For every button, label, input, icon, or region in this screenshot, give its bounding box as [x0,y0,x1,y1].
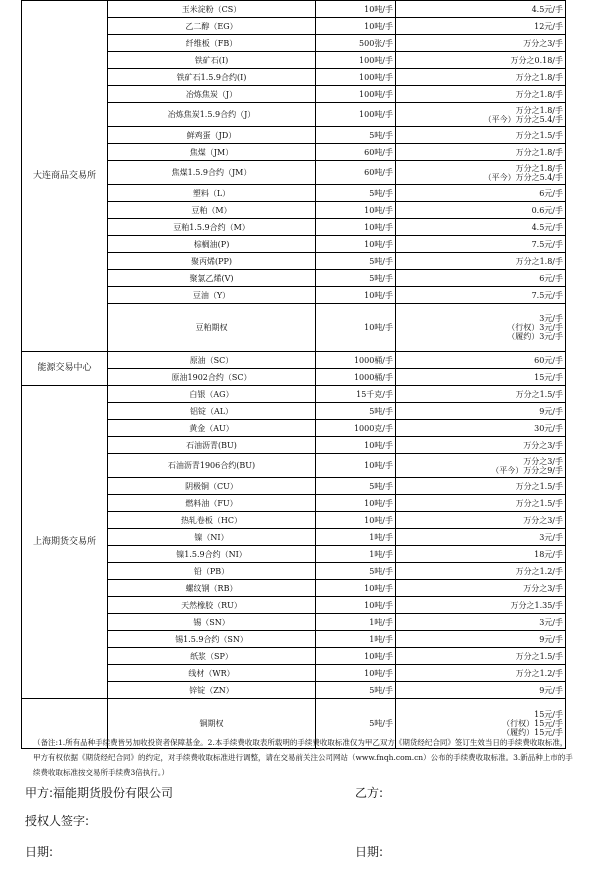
trading-unit-cell: 10吨/手 [316,512,396,529]
table-row [22,386,566,403]
product-name-cell: 豆粕1.5.9合约（M） [108,219,316,236]
product-name-cell: 石油沥青(BU) [108,437,316,454]
fee-line: 万分之1.8/手 [515,72,563,82]
trading-unit-cell: 10吨/手 [316,236,396,253]
fee-cell [396,580,566,597]
fee-cell [396,495,566,512]
fee-line: 万分之1.2/手 [515,566,563,576]
fee-line: 3元/手 [539,617,563,627]
authorized-signature-label: 授权人签字: [25,814,90,828]
product-name-cell: 纸浆（SP） [108,648,316,665]
fee-cell [396,352,566,369]
fee-line: 9元/手 [539,406,563,416]
trading-unit-cell: 5吨/手 [316,563,396,580]
fee-cell [396,18,566,35]
product-name-cell: 锌锭（ZN） [108,682,316,699]
trading-unit-cell: 5吨/手 [316,253,396,270]
trading-unit-cell: 10吨/手 [316,648,396,665]
product-name-cell: 燃料油（FU） [108,495,316,512]
product-name-cell: 白银（AG） [108,386,316,403]
fee-cell [396,478,566,495]
fee-line: 9元/手 [539,685,563,695]
fee-line: 万分之1.5/手 [515,130,563,140]
fee-line: 万分之3/手 [523,38,563,48]
date-b-label: 日期: [355,845,384,859]
fee-cell [396,127,566,144]
trading-unit-cell: 10吨/手 [316,495,396,512]
product-name-cell: 铁矿石(I) [108,52,316,69]
fee-line: 7.5元/手 [531,290,563,300]
fee-line: （履约）15元/手 [502,728,563,737]
product-name-cell: 豆油（Y） [108,287,316,304]
product-name-cell: 铅（PB） [108,563,316,580]
fee-line: 万分之1.8/手 [515,105,563,115]
product-name-cell: 原油（SC） [108,352,316,369]
party-a-label: 甲方:福能期货股份有限公司 [25,786,174,800]
trading-unit-cell: 100吨/手 [316,103,396,127]
fee-line: 万分之1.5/手 [515,389,563,399]
fee-cell [396,369,566,386]
fee-line: 万分之3/手 [523,440,563,450]
product-name-cell: 焦煤（JM） [108,144,316,161]
trading-unit-cell: 10吨/手 [316,304,396,352]
fee-line: 万分之1.35/手 [510,600,563,610]
fee-cell [396,614,566,631]
fee-line: （平今）万分之9/手 [491,465,563,475]
fee-cell [396,86,566,103]
fee-cell [396,1,566,18]
fee-cell [396,185,566,202]
exchange-cell: 上海期货交易所 [22,386,108,699]
fee-line: （平今）万分之5.4/手 [483,114,563,124]
fee-line: 30元/手 [534,423,563,433]
fee-line: 万分之1.5/手 [515,498,563,508]
fee-line: 万分之3/手 [523,515,563,525]
fee-line: 0.6元/手 [531,205,563,215]
trading-unit-cell: 10吨/手 [316,18,396,35]
fee-line: 万分之0.18/手 [510,55,563,65]
fee-cell [396,420,566,437]
product-name-cell: 天然橡胶（RU） [108,597,316,614]
product-name-cell: 玉米淀粉（CS） [108,1,316,18]
product-name-cell: 锡1.5.9合约（SN） [108,631,316,648]
product-name-cell: 铁矿石1.5.9合约(I) [108,69,316,86]
fee-table [21,0,566,749]
fee-line: 3元/手 [539,314,563,323]
product-name-cell: 塑料（L） [108,185,316,202]
exchange-cell: 大连商品交易所 [22,1,108,352]
party-b-label: 乙方: [355,786,384,800]
fee-line: 9元/手 [539,634,563,644]
fee-cell [396,270,566,287]
fee-cell [396,304,566,352]
product-name-cell: 铜期权 [108,699,316,749]
product-name-cell: 鲜鸡蛋（JD） [108,127,316,144]
product-name-cell: 豆粕（M） [108,202,316,219]
fee-cell [396,597,566,614]
trading-unit-cell: 10吨/手 [316,597,396,614]
fee-line: 万分之3/手 [523,583,563,593]
trading-unit-cell: 5吨/手 [316,127,396,144]
trading-unit-cell: 5吨/手 [316,403,396,420]
product-name-cell: 棕榈油(P) [108,236,316,253]
trading-unit-cell: 1000桶/手 [316,369,396,386]
fee-line: 60元/手 [534,355,563,365]
trading-unit-cell: 10吨/手 [316,287,396,304]
fee-line: 3元/手 [539,532,563,542]
product-name-cell: 锡（SN） [108,614,316,631]
fee-cell [396,648,566,665]
trading-unit-cell: 5吨/手 [316,682,396,699]
fee-line: 4.5元/手 [531,222,563,232]
trading-unit-cell: 5吨/手 [316,478,396,495]
trading-unit-cell: 1吨/手 [316,546,396,563]
trading-unit-cell: 100吨/手 [316,52,396,69]
fee-line: 18元/手 [534,549,563,559]
product-name-cell: 原油1902合约（SC） [108,369,316,386]
fee-table-body [22,1,566,749]
product-name-cell: 线材（WR） [108,665,316,682]
product-name-cell: 石油沥青1906合约(BU) [108,454,316,478]
fee-line: （行权）15元/手 [502,719,563,728]
fee-cell [396,219,566,236]
product-name-cell: 纤维板（FB） [108,35,316,52]
trading-unit-cell: 1000桶/手 [316,352,396,369]
fee-line: 4.5元/手 [531,4,563,14]
trading-unit-cell: 5吨/手 [316,270,396,287]
product-name-cell: 焦煤1.5.9合约（JM） [108,161,316,185]
product-name-cell: 阴极铜（CU） [108,478,316,495]
fee-cell [396,52,566,69]
trading-unit-cell: 60吨/手 [316,161,396,185]
trading-unit-cell: 100吨/手 [316,69,396,86]
trading-unit-cell: 10吨/手 [316,437,396,454]
fee-line: 万分之3/手 [523,456,563,466]
fee-cell [396,287,566,304]
fee-line: 万分之1.8/手 [515,256,563,266]
fee-cell [396,403,566,420]
fee-line: 万分之1.5/手 [515,651,563,661]
fee-line: 15元/手 [534,710,563,719]
trading-unit-cell: 10吨/手 [316,219,396,236]
fee-cell [396,69,566,86]
trading-unit-cell: 15千克/手 [316,386,396,403]
fee-cell [396,103,566,127]
product-name-cell: 冶炼焦炭1.5.9合约（J） [108,103,316,127]
fee-line: 万分之1.8/手 [515,163,563,173]
trading-unit-cell: 10吨/手 [316,1,396,18]
fee-line: 万分之1.5/手 [515,481,563,491]
fee-line: 6元/手 [539,273,563,283]
trading-unit-cell: 1吨/手 [316,529,396,546]
trading-unit-cell: 1吨/手 [316,614,396,631]
fee-line: 7.5元/手 [531,239,563,249]
fee-cell [396,631,566,648]
product-name-cell: 热轧卷板（HC） [108,512,316,529]
table-row [22,1,566,18]
trading-unit-cell: 10吨/手 [316,580,396,597]
product-name-cell: 聚丙烯(PP) [108,253,316,270]
fee-line: （平今）万分之5.4/手 [483,172,563,182]
product-name-cell: 聚氯乙烯(V) [108,270,316,287]
fee-cell [396,437,566,454]
table-row [22,352,566,369]
fee-cell [396,253,566,270]
trading-unit-cell: 10吨/手 [316,202,396,219]
product-name-cell: 螺纹钢（RB） [108,580,316,597]
fee-line: 12元/手 [534,21,563,31]
fee-line: （履约）3元/手 [507,332,563,341]
product-name-cell: 镍1.5.9合约（NI） [108,546,316,563]
fee-cell [396,665,566,682]
product-name-cell: 冶炼焦炭（J） [108,86,316,103]
trading-unit-cell: 500张/手 [316,35,396,52]
fee-line: 万分之1.8/手 [515,147,563,157]
product-name-cell: 铝锭（AL） [108,403,316,420]
fee-line: （行权）3元/手 [507,323,563,332]
fee-cell [396,144,566,161]
fee-cell [396,236,566,253]
remarks-note: （备注:1.所有品种手续费皆另加收投资者保障基金。2.本手续费收取表所载明的手续费收取标准仅为甲乙双方《期货经纪合同》签订生效当日的手续费收取标准，甲方有权依据《期货经纪合同》的约定，对手续费收取标准进行调整，请在交易前关注公司网站（www.fnqh.com.cn）公布的手续费收取标准。3.新品种上市的手续费收取标准按交易所手续费3倍执行。） [33,738,573,777]
trading-unit-cell: 5吨/手 [316,185,396,202]
product-name-cell: 豆粕期权 [108,304,316,352]
trading-unit-cell: 10吨/手 [316,665,396,682]
product-name-cell: 乙二醇（EG） [108,18,316,35]
date-a-label: 日期: [25,845,54,859]
exchange-cell: 能源交易中心 [22,352,108,386]
fee-cell [396,454,566,478]
trading-unit-cell: 1000克/手 [316,420,396,437]
fee-cell [396,682,566,699]
trading-unit-cell: 60吨/手 [316,144,396,161]
fee-cell [396,529,566,546]
fee-cell [396,161,566,185]
fee-line: 6元/手 [539,188,563,198]
fee-cell [396,386,566,403]
fee-cell [396,512,566,529]
fee-line: 15元/手 [534,372,563,382]
fee-cell [396,546,566,563]
product-name-cell: 镍（NI） [108,529,316,546]
trading-unit-cell: 100吨/手 [316,86,396,103]
fee-cell [396,563,566,580]
product-name-cell: 黄金（AU） [108,420,316,437]
trading-unit-cell: 1吨/手 [316,631,396,648]
trading-unit-cell: 10吨/手 [316,454,396,478]
fee-line: 万分之1.2/手 [515,668,563,678]
trading-unit-cell: 5吨/手 [316,699,396,749]
fee-cell [396,202,566,219]
fee-line: 万分之1.8/手 [515,89,563,99]
fee-cell [396,35,566,52]
